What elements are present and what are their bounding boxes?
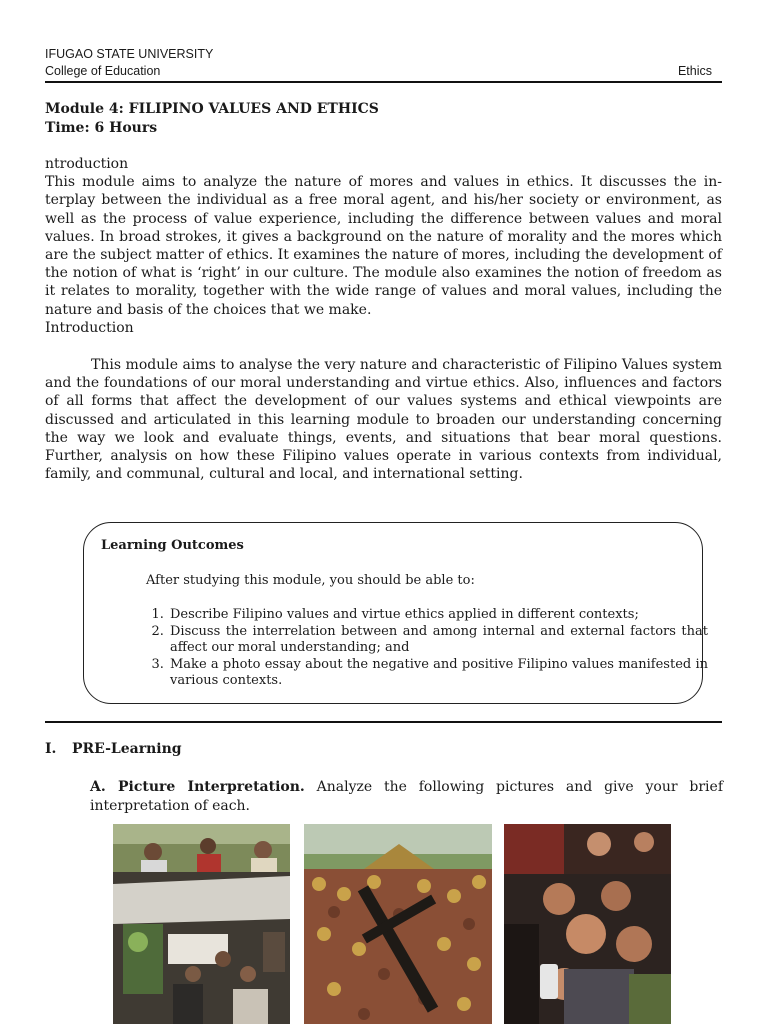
picture-interpretation-instruction — [90, 778, 723, 815]
learning-outcomes-list — [146, 607, 708, 690]
module-heading — [45, 100, 379, 138]
college-name: College of Education — [45, 64, 161, 78]
header-divider — [45, 81, 722, 83]
outcome-item: 3. Make a photo essay about the negative and positive Filipino values manifested in various contexts. — [168, 657, 708, 690]
section-divider — [45, 721, 722, 723]
intro-paragraph-1: This module aims to analyze the nature of mores and values in ethics. It discusses the in-terplay between the individual as a free moral agent, and his/her society or environment, as well as the process of value experience, including the difference between values and moral values. In broad strokes, it gives a background on the nature of morality and the mores which are the subject matter of ethics. It examines the nature of mores, including the development of the notion of what is ‘right’ in our culture. The module also examines the notion of freedom as it relates to morality, together with the wide range of values and moral values, including the nature and basis of the choices that we make. — [45, 174, 722, 318]
outcome-item: 2. Discuss the interrelation between and among internal and external factors that affect our moral understanding; and — [168, 624, 708, 657]
module-time: Time: 6 Hours — [45, 120, 158, 136]
intro-heading-2: Introduction — [45, 319, 134, 336]
university-name: IFUGAO STATE UNIVERSITY — [45, 47, 214, 61]
intro-heading-1: ntroduction — [45, 156, 129, 172]
outcome-item: 1. Describe Filipino values and virtue ethics applied in different contexts; — [168, 607, 708, 624]
subject-name: Ethics — [677, 64, 712, 78]
intro-section-1 — [45, 155, 722, 337]
intro-paragraph-2: This module aims to analyse the very nature and characteristic of Filipino Values system and the foundations of our moral understanding and virtue ethics. Also, influences and factors of all forms that affect the development of our values systems and ethical viewpoints are discussed and articulated in this learning module to broaden our understanding concerning the way we look and evaluate things, events, and situations that bear moral questions. Further, analysis on how these Filipino values operate in various contexts from individual, family, and communal, cultural and local, and international setting. — [45, 357, 722, 483]
section-title: PRE-Learning — [72, 741, 182, 757]
learning-outcomes-box — [83, 522, 708, 704]
learning-outcomes-title: Learning Outcomes — [101, 538, 244, 553]
subsection-label: A. Picture Interpretation. — [90, 779, 305, 795]
wake-gathering-photo — [113, 824, 290, 1024]
group-selfie-photo — [504, 824, 671, 1024]
page-header — [45, 46, 722, 80]
learning-outcomes-intro: After studying this module, you should be able to: — [146, 573, 475, 588]
subsection-text: Analyze the following pictures and give your brief interpretation of each. — [90, 779, 723, 814]
module-title: Module 4: FILIPINO VALUES AND ETHICS — [45, 101, 379, 117]
section-number: I. — [45, 741, 57, 757]
section-heading — [45, 741, 182, 757]
religious-procession-photo — [304, 824, 492, 1024]
